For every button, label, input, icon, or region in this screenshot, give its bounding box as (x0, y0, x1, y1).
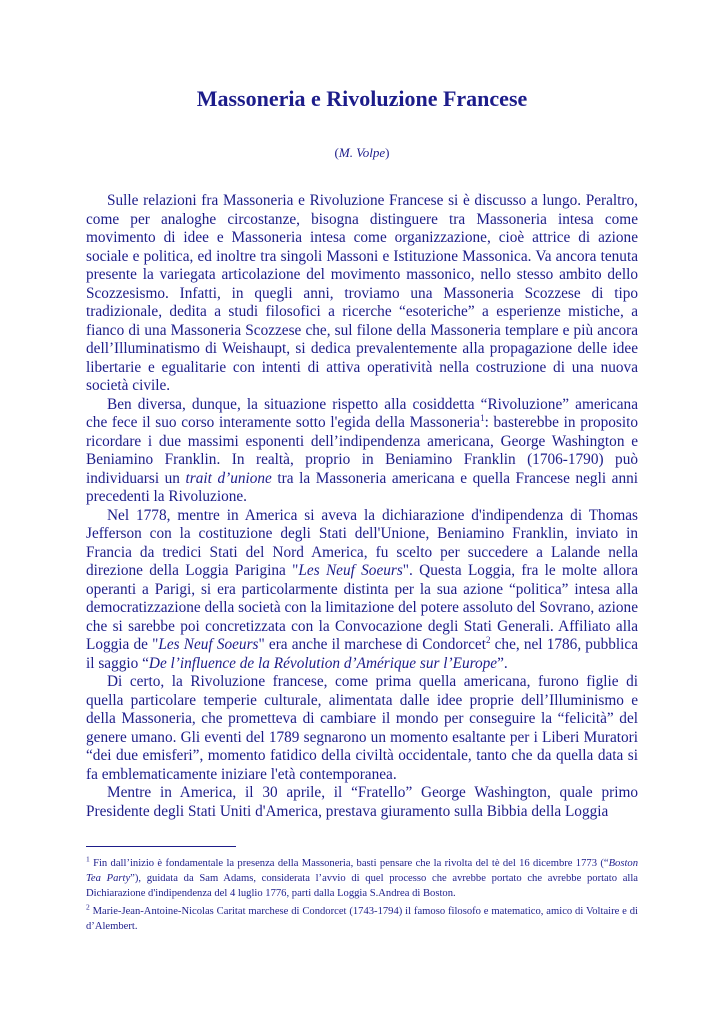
paragraph-2-text-a: Ben diversa, dunque, la situazione rispetto alla cosiddetta “Rivoluzione” americana che fece il suo corso interamente sotto l'egida della Massoneria (86, 395, 638, 431)
author-paren-close: ) (385, 145, 390, 160)
paragraph-3-text-b: ". Questa Loggia, fra le molte allora operanti a Parigi, si era particolarmente distinta per la sua azione “politica” intesa alla democratizzazione della società con la limitazione del potere assoluto del Sovrano, azione che si sarebbe poi concretizzata con la Convocazione degli Stati Generali. Affiliato alla Loggia de " (86, 562, 638, 653)
paragraph-4: Di certo, la Rivoluzione francese, come prima quella americana, furono figlie di quella particolare temperie culturale, alimentata dalle idee proprie dell’Illuminismo e della Massoneria, che prometteva di cambiare il mondo per conseguire la “felicità” del genere umano. Gli eventi del 1789 segnarono un momento esaltante per i Liberi Muratori “dei due emisferi”, momento fatidico della civiltà occidentale, tanto che da quella data si fa emblematicamente iniziare l'età contemporanea. (86, 673, 638, 783)
footnote-1-italic: Boston Tea Party (86, 858, 638, 884)
author-paren-open: ( (334, 145, 339, 160)
footnote-2-text: Marie-Jean-Antoine-Nicolas Caritat marchese di Condorcet (1743-1794) il famoso filosofo e matematico, amico di Voltaire e di d’Alembert. (86, 906, 638, 932)
author-line (0, 145, 724, 161)
paragraph-3 (86, 507, 638, 674)
footnote-1-text-b: ”), guidata da Sam Adams, considerata l’avvio di quel processo che avrebbe portato che avrebbe portato alla Dichiarazione d'indipendenza del 4 luglio 1776, parti dalla Loggia S.Andrea di Boston. (86, 873, 639, 899)
footnote-ref-1[interactable]: 1 (480, 412, 485, 423)
paragraph-1: Sulle relazioni fra Massoneria e Rivoluzione Francese si è discusso a lungo. Peraltro, come per analoghe circostanze, bisogna distinguere tra Massoneria intesa come movimento di idee e Massoneria intesa come organizzazione, cioè attrice di azione sociale e politica, ed inoltre tra singoli Massoni e Istituzione Massonica. Va ancora tenuta presente la variegata articolazione del movimento massonico, nello stesso ambito dello Scozzesismo. Infatti, in quegli anni, troviamo una Massoneria Scozzese di tipo tradizionale, dedita a studi filosofici a ricerche “esoteriche” a esperienze mistiche, a fianco di una Massoneria Scozzese che, sul filone della Massoneria templare e più ancora dell’Illuminatismo di Weishaupt, si dedica prevalentemente alla propagazione delle idee libertarie e egualitarie con intenti di attiva operatività nella costruzione di una nuova società civile. (86, 192, 638, 394)
footnote-separator (86, 846, 236, 847)
paragraph-3-italic-2: Les Neuf Soeurs (158, 636, 259, 653)
paragraph-3-italic-3: De l’influence de la Révolution d’Amérique sur l’Europe (148, 654, 498, 672)
footnote-1 (86, 856, 638, 901)
footnote-2 (86, 904, 638, 934)
author-name: M. Volpe (338, 145, 386, 160)
paragraph-3-text-e: ”. (497, 654, 508, 672)
paragraph-3-text-a: Nel 1778, mentre in America si aveva la dichiarazione d'indipendenza di Thomas Jefferson con la costituzione degli Stati dell'Unione, Beniamino Franklin, inviato in Francia da tredici Stati del Nord America, fu scelto per succedere a Lalande nella direzione della Loggia Parigina " (86, 506, 638, 579)
footnotes (86, 856, 638, 937)
document-title: Massoneria e Rivoluzione Francese (196, 86, 528, 111)
footnote-1-mark: 1 (86, 854, 90, 864)
paragraph-3-text-d: che, nel 1786, pubblica il saggio “ (86, 636, 638, 672)
paragraph-2 (86, 396, 638, 507)
body-text (86, 192, 638, 821)
paragraph-5: Mentre in America, il 30 aprile, il “Fratello” George Washington, quale primo Presidente degli Stati Uniti d'America, prestava giuramento sulla Bibbia della Loggia (86, 784, 638, 820)
paragraph-2-text-b: : basterebbe in proposito ricordare i due massimi esponenti dell’indipendenza americana, George Washington e Beniamino Franklin. In realtà, proprio in Beniamino Franklin (1706-1790) può individuarsi un (86, 414, 638, 487)
footnote-2-mark: 2 (86, 902, 90, 912)
footnote-1-text-a: Fin dall’inizio è fondamentale la presenza della Massoneria, basti pensare che la rivolta del tè del 16 dicembre 1773 (“ (89, 858, 609, 869)
paragraph-2-italic: trait d’unione (185, 469, 272, 487)
paragraph-2-text-c: tra la Massoneria americana e quella Francese negli anni precedenti la Rivoluzione. (86, 469, 638, 505)
paragraph-3-italic-1: Les Neuf Soeurs (298, 562, 403, 579)
paragraph-3-text-c: " era anche il marchese di Condorcet (258, 636, 486, 653)
footnote-ref-2[interactable]: 2 (485, 634, 491, 645)
